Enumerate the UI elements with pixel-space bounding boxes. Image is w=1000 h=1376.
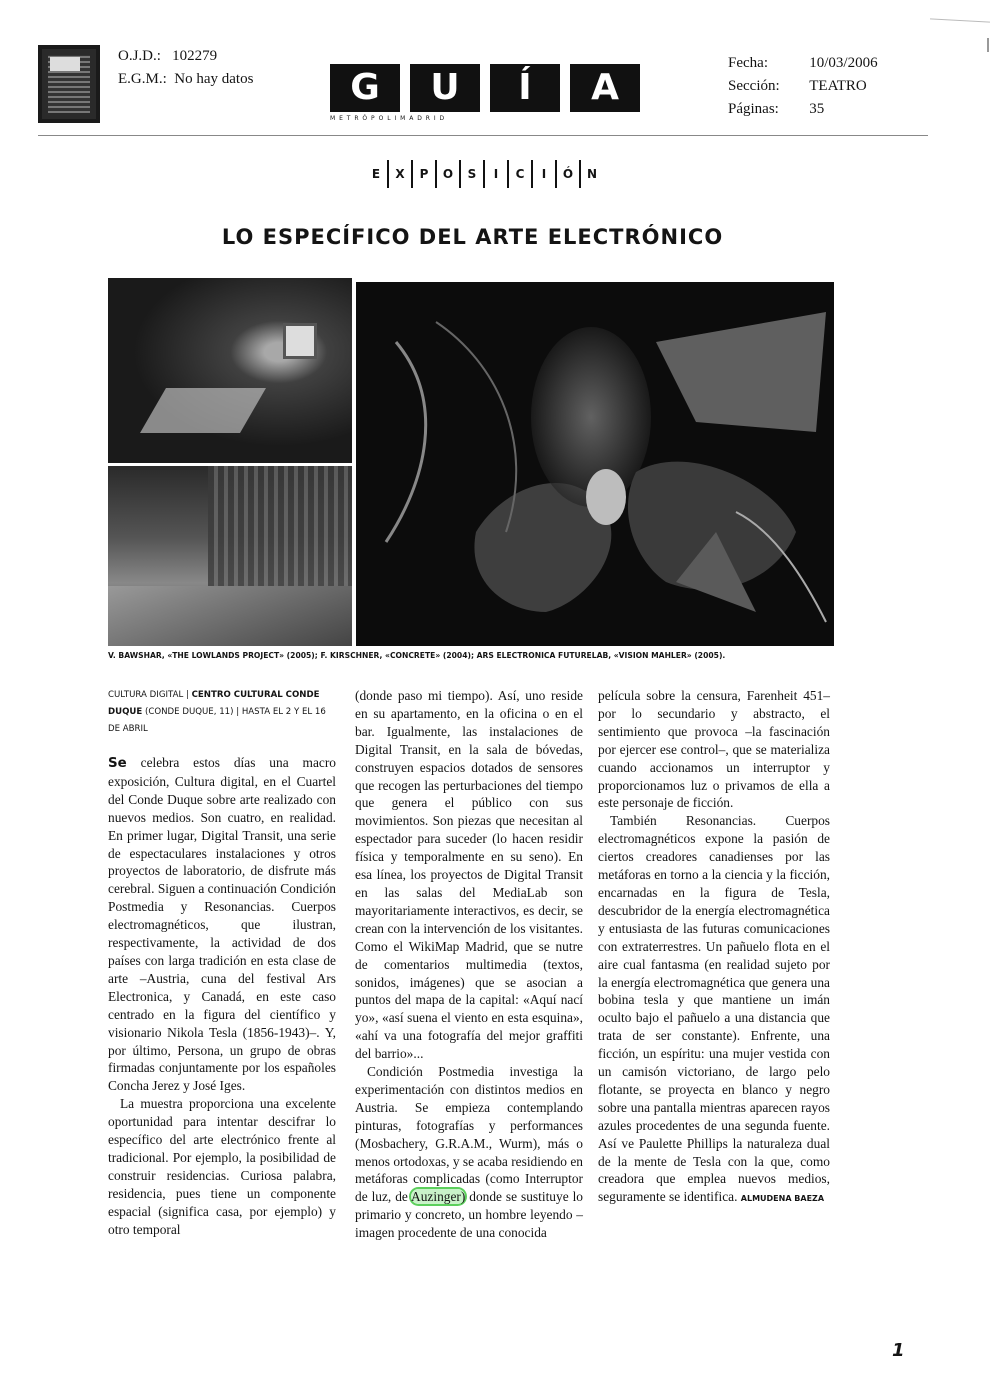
section-letter: S [459,160,483,188]
lead-word: Se [108,756,127,771]
paragraph [598,812,830,1208]
logo-letter: Í [490,64,560,112]
photo-lowlands-project [108,278,352,463]
scan-mark [987,38,989,52]
section-letter: I [483,160,507,188]
article-column-3 [598,687,830,1208]
highlighted-text: Auzinger) [411,1189,466,1205]
photo-concrete [356,282,834,646]
paragraph: película sobre la censura, Farenheit 451– por lo secundario y abstracto, el sentimiento que provoca –la fascinación por ejercer ese control–, que se materializa cuando accionamos un interruptor y proporcionamos luz o privamos de ella a este personaje de ficción. [598,688,830,811]
event-details: (CONDE DUQUE, 11) | HASTA EL 2 Y EL 16 DE ABRIL [108,707,326,734]
paragraph: La muestra proporciona una excelente oportunidad para intentar descifrar lo específico del arte electrónico frente al tradicional. Por ejemplo, la posibilidad de construir residencias. Curiosa palabra, residencia, pues tiene un componente espacial (significa casa, por ejemplo) y otro temporal [108,1096,336,1237]
paragraph [355,1063,583,1242]
ojd-label: O.J.D.: [118,48,161,64]
circulation-info [118,45,253,91]
fecha-value: 10/03/2006 [809,55,878,71]
paragraph-text: donde se sustituye lo primario y concreto, un hombre leyendo –imagen procedente de una conocida [355,1189,583,1241]
page-number: 1 [892,1340,905,1361]
event-venue: CENTRO CULTURAL CONDE DUQUE [108,690,320,717]
seccion-value: TEATRO [809,78,867,94]
paragraph: (donde paso mi tiempo). Así, uno reside en su apartamento, en la oficina o en el bar. Igualmente, las instalaciones de Digital Transit, en la sala de bóvedas, construyen espacios dotados de sensores que recogen las perturbaciones del tiempo que genera el público con sus movimientos. Son piezas que necesitan al espectador para suceder (lo hacen residir física y temporalmente en su seno). En esa línea, los proyectos de Digital Transit en las salas del MediaLab son mayoritariamente interactivos, es decir, se crean con la intervención de los visitantes. Como el WikiMap Madrid, que se nutre de comentarios multimedia (textos, sonidos, imágenes) que se asocian a puntos del mapa de la capital: «Aquí nací yo», «así suena el viento en esta esquina», «ahí va una fotografía del mejor graffiti del barrio»... [355,688,583,1062]
publication-info [728,52,878,121]
egm-value: No hay datos [174,71,254,87]
scan-mark [930,18,990,22]
logo-letter: G [330,64,400,112]
paragraph [108,754,336,1095]
guia-logo [330,64,642,126]
section-letter: O [435,160,459,188]
clipping-thumbnail [38,45,100,123]
section-letter: N [579,160,603,188]
author-signature: ALMUDENA BAEZA [740,1194,825,1204]
logo-letter: U [410,64,480,112]
section-letter: P [411,160,435,188]
header-divider [38,135,928,136]
ojd-value: 102279 [172,48,218,64]
paginas-value: 35 [809,101,825,117]
paragraph-text: Condición Postmedia investiga la experimentación con distintos medios en Austria. Se empieza contemplando pinturas, fotografías y performances (Mosbachery, G.R.A.M., Wurm), más o menos ortodoxas, y se acaba residiendo en metáforas complicadas (como Interruptor de luz, de [355,1064,583,1205]
egm-label: E.G.M.: [118,71,167,87]
paginas-label: Páginas: [728,101,779,117]
section-letter: E [371,167,381,181]
concrete-artwork [356,282,834,646]
event-info [108,687,336,738]
paragraph-text: celebra estos días una macro exposición, Cultura digital, en el Cuartel del Conde Duque sobre arte realizado con nuevos medios. Son cuatro, en realidad. En primer lugar, Digital Transit, una serie de espectaculares instalaciones y otros proyectos de laboratorio, de disfrute más cerebral. Siguen a continuación Condición Postmedia y Resonancias. Cuerpos electromagnéticos, que ilustran, respectivamente, la actividad de dos países con larga tradición en esta clase de arte –Austria, cuna del festival Ars Electronica, y Canadá, en este caso centrado en la figura del científico y visionario Nikola Tesla (1856-1943)–. Y, por último, Persona, un grupo de obras firmadas conjuntamente por los españoles Concha Jerez y José Iges. [108,755,336,1094]
section-letter: I [531,160,555,188]
article-column-2 [355,687,583,1242]
photo-caption: V. BAWSHAR, «THE LOWLANDS PROJECT» (2005); F. KIRSCHNER, «CONCRETE» (2004); ARS ELECTRONICA FUTURELAB, «VISION MAHLER» (2005). [108,651,726,660]
article-column-1 [108,754,336,1238]
article-headline: LO ESPECÍFICO DEL ARTE ELECTRÓNICO [221,225,724,249]
event-category: CULTURA DIGITAL | [108,690,192,700]
photo-vision-mahler [108,466,352,646]
fecha-label: Fecha: [728,55,768,71]
logo-subtitle: M E T R Ó P O L I M A D R I D [330,115,446,122]
section-letter: C [507,160,531,188]
paragraph-text: También Resonancias. Cuerpos electromagnéticos expone la pasión de ciertos creadores canadienses por las metáforas en torno a la ciencia y la ficción, encarnadas en la figura de Tesla, descubridor de la energía electromagnética y entusiasta de las futuras comunicaciones con extraterrestres. Un pañuelo flota en el aire cual fantasma (en realidad sujeto por la energía electromagnética que genera una bobina tesla y que mantiene un imán oculto bajo el pañuelo a una distancia que trata de ser constante). Enfrente, una ficción, un espíritu: una mujer vestida con un camisón victoriano, de largo pelo flotante, se proyecta en blanco y negro sobre una pantalla mientras aparecen rayos azules procedentes de una segunda fuente. Así ve Paulette Phillips la naturaleza dual de la mente de Tesla con la que, como creadora que emplea nuevos medios, seguramente se identifica. [598,813,830,1205]
section-letter: Ó [555,160,579,188]
seccion-label: Sección: [728,78,780,94]
logo-letter: A [570,64,640,112]
section-label [365,160,603,188]
section-letter: X [387,160,411,188]
